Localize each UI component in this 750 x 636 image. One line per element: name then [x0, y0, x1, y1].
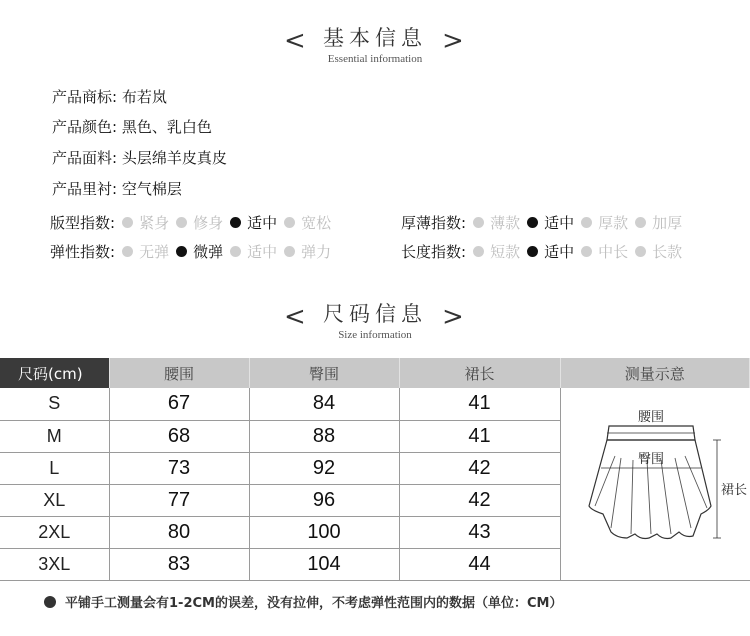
rating-dot-icon: [473, 217, 484, 228]
info-lining-label: 产品里衬:: [52, 180, 118, 198]
size-cell: M: [0, 420, 109, 452]
rating-dot-icon: [176, 246, 187, 257]
size-cell: S: [0, 388, 109, 420]
rating-dot-icon: [284, 217, 295, 228]
rating-dot-icon: [122, 246, 133, 257]
rating-option-label: 薄款: [490, 214, 521, 232]
info-brand: [52, 86, 167, 107]
waist-cell: 80: [109, 516, 249, 548]
waist-cell: 73: [109, 452, 249, 484]
size-info-subtitle: Size information: [338, 329, 412, 341]
rating-option: [581, 241, 628, 262]
info-color: [52, 116, 212, 137]
hip-cell: 104: [249, 548, 399, 580]
rating-option: [635, 212, 682, 233]
rating-dot-icon: [473, 246, 484, 257]
rating-dot-icon: [635, 246, 646, 257]
header-length: 裙长: [399, 358, 560, 388]
header-diagram: 测量示意: [560, 358, 750, 388]
length-diagram-label: 裙长: [720, 483, 747, 498]
rating-option-label: 弹力: [301, 243, 332, 261]
rating-option: [122, 212, 169, 233]
hip-cell: 92: [249, 452, 399, 484]
hip-diagram-label: 臀围: [637, 452, 664, 467]
rating-option-label: 微弹: [193, 243, 224, 261]
info-color-value: 黑色、乳白色: [121, 118, 212, 136]
length-cell: 41: [399, 388, 560, 420]
hip-cell: 88: [249, 420, 399, 452]
bracket-right: >: [442, 26, 464, 56]
rating-option: [284, 241, 331, 262]
rating-option: [635, 241, 682, 262]
info-brand-label: 产品商标:: [52, 88, 118, 106]
rating-option: [122, 241, 169, 262]
size-cell: 3XL: [0, 548, 109, 580]
rating-dot-icon: [176, 217, 187, 228]
bracket-left: <: [284, 26, 306, 56]
info-lining: [52, 178, 182, 199]
measurement-note-text: 平铺手工测量会有1-2CM的误差，没有拉伸，不考虑弹性范围内的数据（单位：CM）: [65, 596, 563, 611]
length-cell: 42: [399, 484, 560, 516]
rating-fit-label: 版型指数:: [50, 214, 116, 232]
info-fabric-value: 头层绵羊皮真皮: [121, 149, 227, 167]
bracket-left: <: [284, 302, 306, 332]
hip-cell: 100: [249, 516, 399, 548]
measurement-diagram: [560, 388, 750, 581]
info-color-label: 产品颜色:: [52, 118, 118, 136]
basic-info-title: 基本信息: [323, 26, 427, 50]
rating-dot-icon: [527, 246, 538, 257]
rating-option-label: 宽松: [301, 214, 332, 232]
size-cell: L: [0, 452, 109, 484]
rating-dot-icon: [230, 246, 241, 257]
rating-option: [527, 212, 574, 233]
rating-dot-icon: [230, 217, 241, 228]
rating-length-label: 长度指数:: [401, 243, 467, 261]
size-info-header: [0, 298, 750, 341]
rating-thickness-label: 厚薄指数:: [401, 214, 467, 232]
rating-option: [284, 212, 331, 233]
rating-option: [230, 212, 277, 233]
rating-option-label: 加厚: [652, 214, 683, 232]
rating-option-label: 适中: [544, 214, 575, 232]
rating-dot-icon: [122, 217, 133, 228]
info-fabric-label: 产品面料:: [52, 149, 118, 167]
rating-dot-icon: [635, 217, 646, 228]
rating-option-label: 修身: [193, 214, 224, 232]
rating-option-label: 中长: [598, 243, 629, 261]
rating-dot-icon: [527, 217, 538, 228]
rating-thickness: [401, 212, 682, 233]
rating-option: [473, 241, 520, 262]
rating-option: [176, 212, 223, 233]
size-table-header: [0, 358, 750, 388]
header-size: 尺码(cm): [0, 358, 109, 388]
length-cell: 42: [399, 452, 560, 484]
waist-diagram-label: 腰围: [637, 410, 664, 425]
header-waist: 腰围: [109, 358, 249, 388]
rating-elasticity-label: 弹性指数:: [50, 243, 116, 261]
rating-length: [401, 241, 682, 262]
measurement-note: [44, 592, 562, 611]
info-lining-value: 空气棉层: [121, 180, 182, 198]
size-cell: XL: [0, 484, 109, 516]
rating-option-label: 适中: [247, 243, 278, 261]
header-hip: 臀围: [249, 358, 399, 388]
hip-cell: 84: [249, 388, 399, 420]
info-brand-value: 布若岚: [121, 88, 167, 106]
length-cell: 41: [399, 420, 560, 452]
table-row: [0, 388, 750, 420]
rating-option: [473, 212, 520, 233]
rating-option-label: 长款: [652, 243, 683, 261]
waist-cell: 77: [109, 484, 249, 516]
rating-option: [581, 212, 628, 233]
length-cell: 43: [399, 516, 560, 548]
rating-option-label: 适中: [247, 214, 278, 232]
rating-dot-icon: [284, 246, 295, 257]
rating-option: [527, 241, 574, 262]
length-cell: 44: [399, 548, 560, 580]
rating-option-label: 适中: [544, 243, 575, 261]
rating-option-label: 无弹: [139, 243, 170, 261]
rating-fit: [50, 212, 331, 233]
waist-cell: 83: [109, 548, 249, 580]
basic-info-subtitle: Essential information: [327, 53, 423, 65]
rating-option: [176, 241, 223, 262]
basic-info-header: [0, 22, 750, 65]
rating-option-label: 紧身: [139, 214, 170, 232]
size-info-title: 尺码信息: [323, 302, 427, 326]
size-table: [0, 358, 750, 581]
rating-option-label: 短款: [490, 243, 521, 261]
rating-option: [230, 241, 277, 262]
waist-cell: 68: [109, 420, 249, 452]
bracket-right: >: [442, 302, 464, 332]
skirt-diagram: [561, 388, 750, 574]
waist-cell: 67: [109, 388, 249, 420]
size-cell: 2XL: [0, 516, 109, 548]
hip-cell: 96: [249, 484, 399, 516]
info-fabric: [52, 147, 227, 168]
rating-option-label: 厚款: [598, 214, 629, 232]
rating-dot-icon: [581, 217, 592, 228]
rating-elasticity: [50, 241, 331, 262]
rating-dot-icon: [581, 246, 592, 257]
bullet-icon: [44, 596, 56, 608]
